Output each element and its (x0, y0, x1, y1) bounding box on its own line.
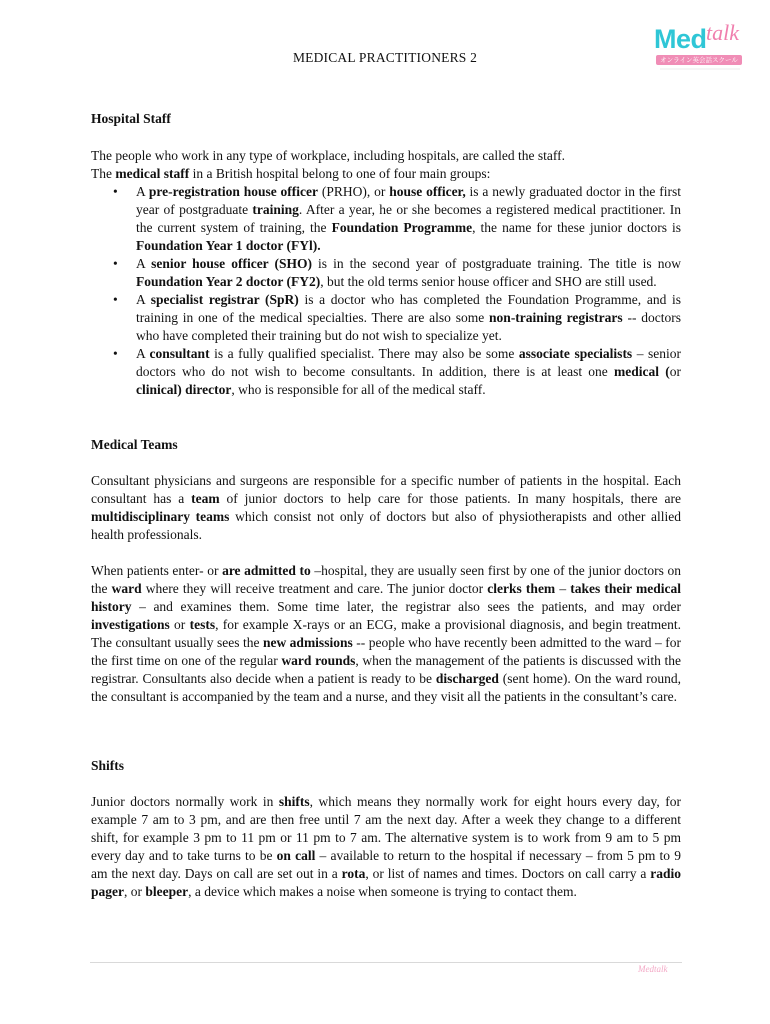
bullet-icon: • (113, 292, 118, 307)
logo-tagline: オンライン英会話スクール (656, 55, 742, 65)
list-item: • A pre-registration house officer (PRHO), or house officer, is a newly graduated doctor in the first year of postgraduate training. After a year, he or she becomes a registered medical practitioner. In the current system of training, the Foundation Programme, the name for these junior doctors is Foundation Year 1 doctor (FYl). (113, 184, 681, 253)
footer-divider (90, 962, 682, 963)
list-item: • A senior house officer (SHO) is in the second year of postgraduate training. The title is now Foundation Year 2 doctor (FY2), but the old terms senior house officer and SHO are still used. (113, 256, 681, 289)
section-medical-teams (91, 436, 681, 706)
bullet-icon: • (113, 184, 118, 199)
heading-shifts: Shifts (91, 758, 125, 773)
shifts-paragraph-1: Junior doctors normally work in shifts, which means they normally work for eight hours every day, for example 7 am to 3 pm, and are then free until 7 am the next day. After a week they change to a different shift, for example 3 pm to 11 pm or 11 pm to 7 am. The alternative system is to work from 9 am to 5 pm every day and to take turns to be on call – available to return to the hospital if necessary – from 5 pm to 9 am the next day. Days on call are set out in a rota, or list of names and times. Doctors on call carry a radio pager, or bleeper, a device which makes a noise when someone is trying to contact them. (91, 794, 682, 899)
hospital-staff-intro-2: The medical staff in a British hospital belong to one of four main groups: (91, 166, 491, 181)
bullet-icon: • (113, 256, 118, 271)
section-hospital-staff (91, 110, 681, 399)
logo-underline (660, 68, 740, 70)
logo-med-text: Med (654, 24, 707, 54)
staff-groups-list (91, 183, 681, 399)
list-item: • A specialist registrar (SpR) is a doctor who has completed the Foundation Programme, and is training in one of the medical specialties. There are also some non-training registrars -- doctors who have completed their training but do not wish to specialize yet. (113, 292, 682, 343)
section-shifts (91, 757, 681, 901)
footer-watermark: Medtalk (638, 964, 668, 974)
logo-talk-text: talk (706, 20, 739, 45)
list-item: • A consultant is a fully qualified specialist. There may also be some associate specialists – senior doctors who do not wish to become consultants. In addition, there is at least one medical (or clinical) director, who is responsible for all of the medical staff. (113, 346, 682, 397)
medical-teams-paragraph-1: Consultant physicians and surgeons are responsible for a specific number of patients in the hospital. Each consultant has a team of junior doctors to help care for those patients. In many hospitals, there are multidisciplinary teams which consist not only of doctors but also of physiotherapists and other allied health professionals. (91, 473, 681, 542)
medical-teams-paragraph-2: When patients enter- or are admitted to –hospital, they are usually seen first by one of the junior doctors on the ward where they will receive treatment and care. The junior doctor clerks them – takes their medical history – and examines them. Some time later, the registrar also sees the patients, and may order investigations or tests, for example X-rays or an ECG, make a provisional diagnosis, and begin treatment. The consultant usually sees the new admissions -- people who have recently been admitted to the ward – for the first time on one of the regular ward rounds, when the management of the patients is discussed with the registrar. Consultants also decide when a patient is ready to be discharged (sent home). On the ward round, the consultant is accompanied by the team and a nurse, and they visit all the patients in the consultant’s care. (91, 563, 682, 704)
heading-hospital-staff: Hospital Staff (91, 111, 171, 126)
bullet-icon: • (113, 346, 118, 361)
hospital-staff-intro-1: The people who work in any type of workplace, including hospitals, are called the staff. (91, 148, 565, 163)
medtalk-logo (654, 22, 754, 72)
document-title: MEDICAL PRACTITIONERS 2 (292, 50, 478, 65)
heading-medical-teams: Medical Teams (91, 437, 178, 452)
